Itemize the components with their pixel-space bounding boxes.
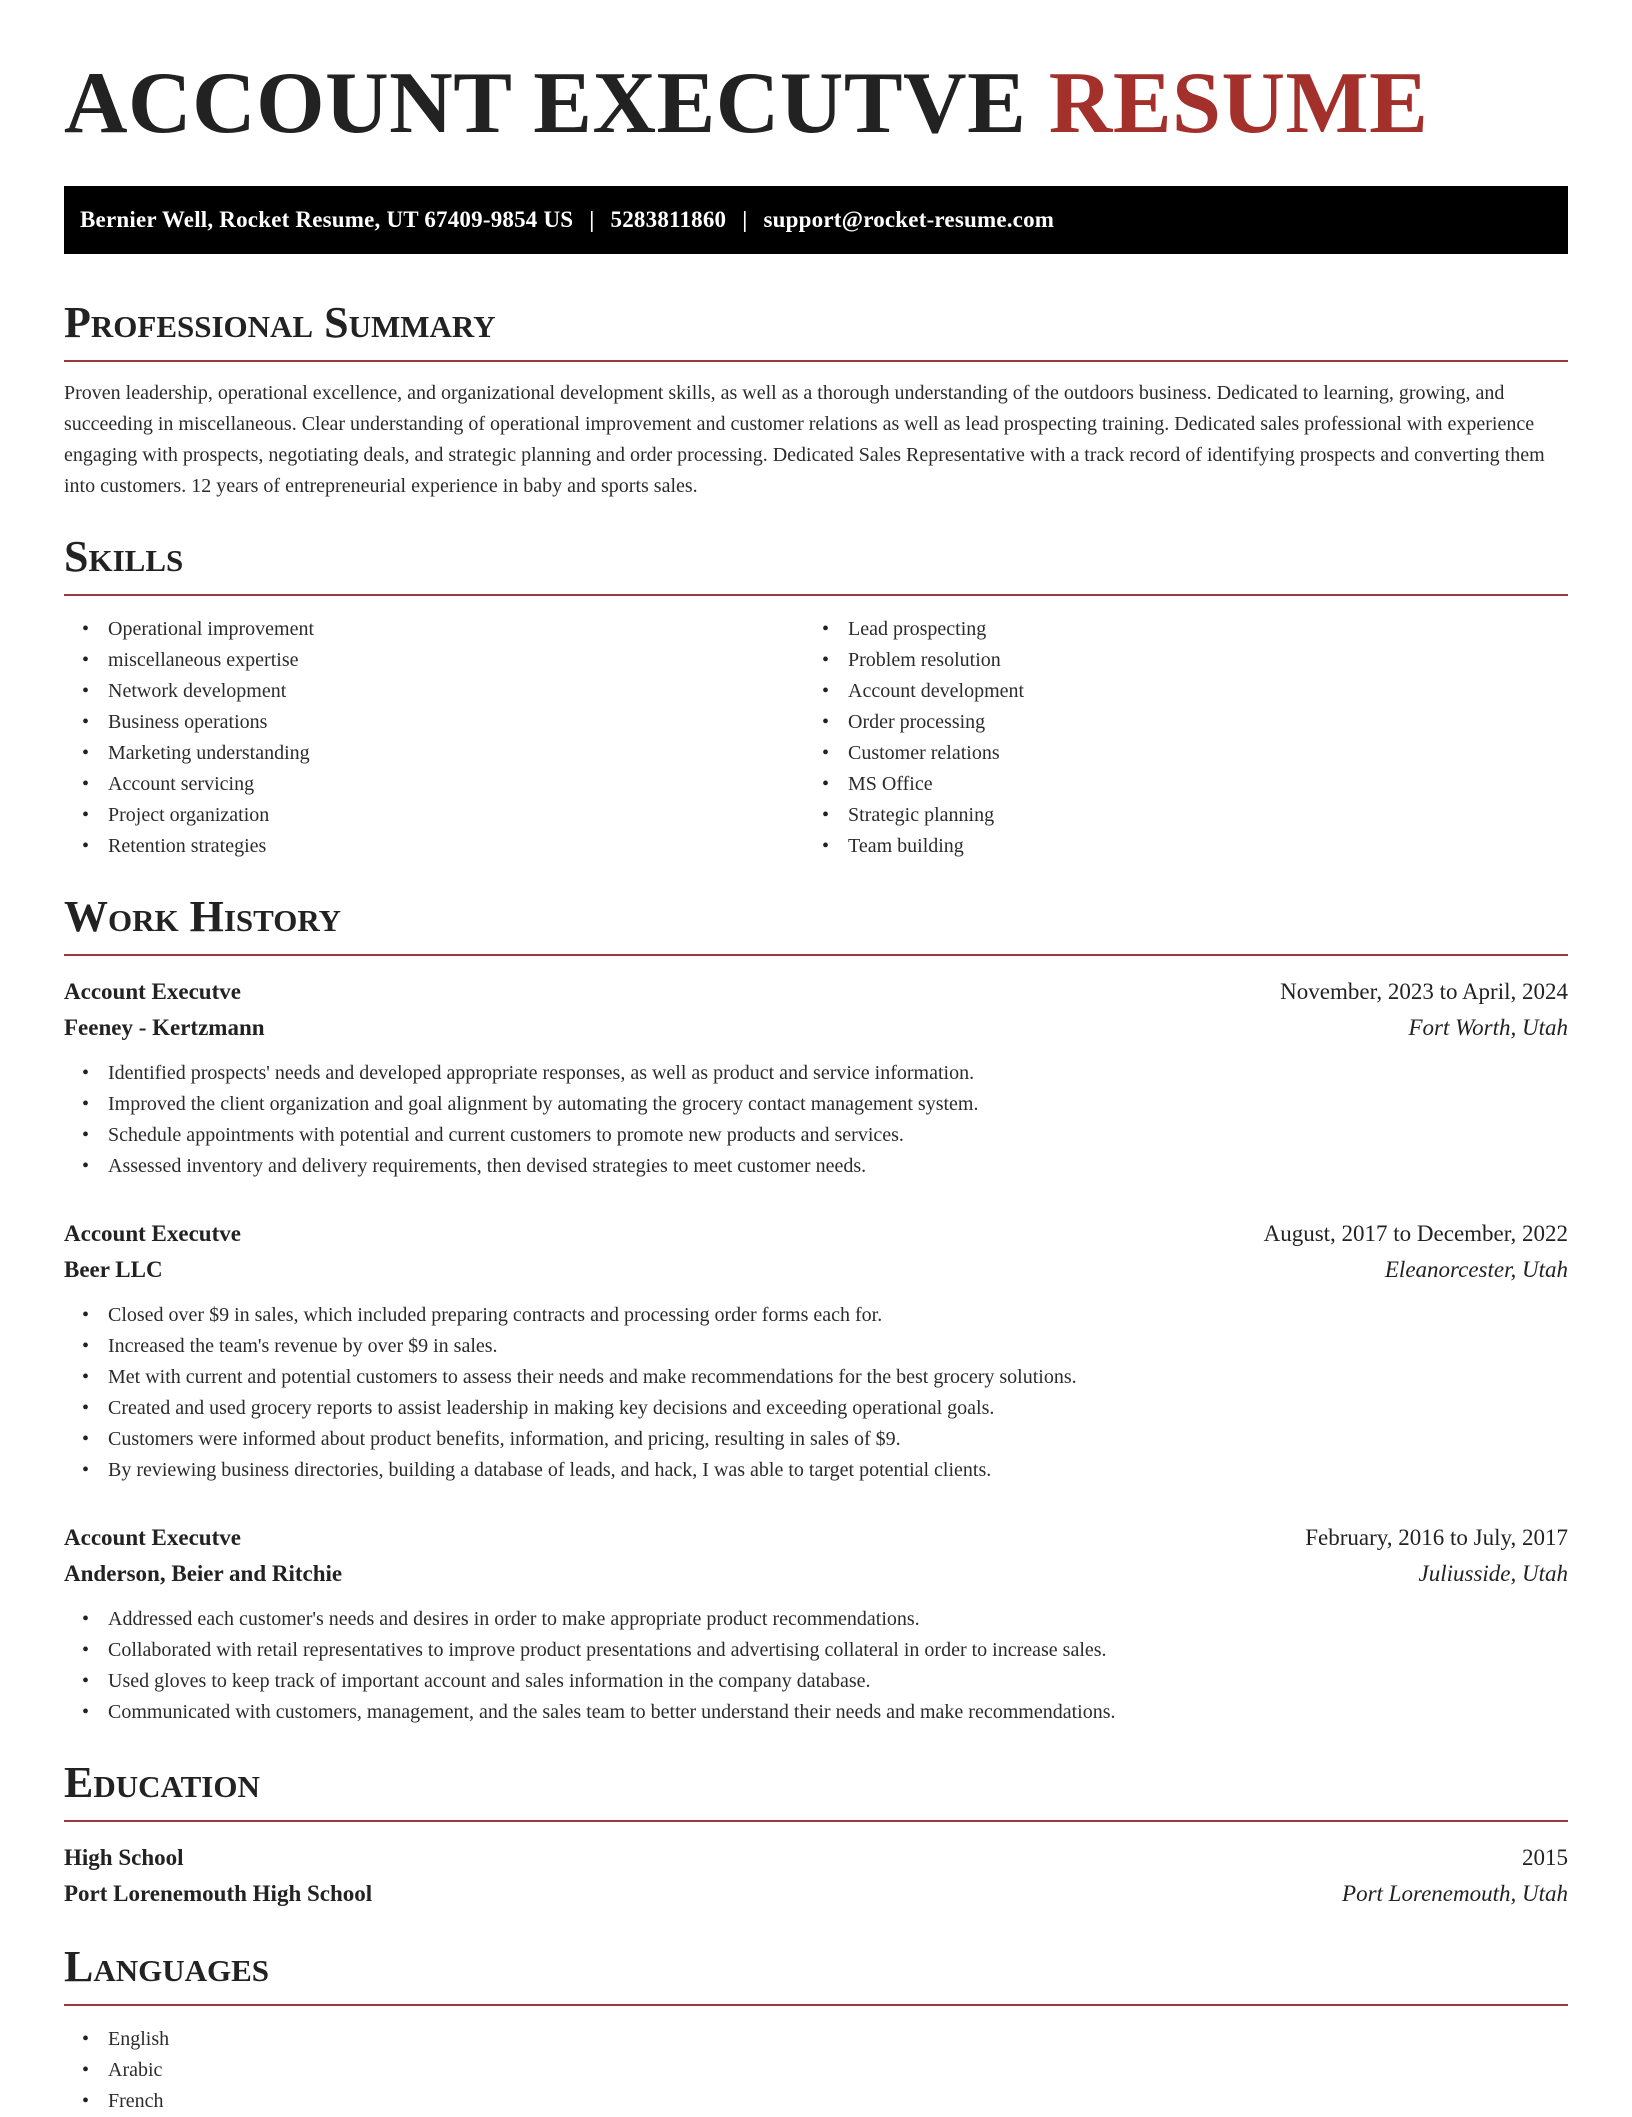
resume-title bbox=[64, 56, 1568, 152]
education-degree: High School bbox=[64, 1845, 184, 1870]
education-school: Port Lorenemouth High School bbox=[64, 1881, 373, 1906]
skill-item: • Account development bbox=[804, 676, 1544, 707]
job-bullet: • Customers were informed about product benefits, information, and pricing, resulting in sales of $9. bbox=[64, 1424, 1568, 1455]
job-bullet: • Identified prospects' needs and developed appropriate responses, as well as product and service information. bbox=[64, 1058, 1568, 1089]
job-entry bbox=[64, 1216, 1568, 1486]
skill-item: • Business operations bbox=[64, 707, 804, 738]
job-dates: August, 2017 to December, 2022 bbox=[1263, 1221, 1568, 1246]
skill-item: • Order processing bbox=[804, 707, 1544, 738]
education-school-row bbox=[64, 1876, 1568, 1912]
skills-section bbox=[64, 532, 1568, 862]
job-header-row bbox=[64, 974, 1568, 1010]
skill-item: • Project organization bbox=[64, 800, 804, 831]
job-bullet: • Collaborated with retail representatives to improve product presentations and advertising collateral in order to increase sales. bbox=[64, 1635, 1568, 1666]
job-company-row bbox=[64, 1010, 1568, 1046]
job-entry bbox=[64, 1520, 1568, 1728]
work-history-heading: Work History bbox=[64, 892, 1568, 956]
job-role: Account Executve bbox=[64, 979, 241, 1004]
language-item: • French bbox=[64, 2086, 1568, 2117]
skill-item: • Strategic planning bbox=[804, 800, 1544, 831]
education-section bbox=[64, 1758, 1568, 1912]
job-header-row bbox=[64, 1216, 1568, 1252]
skill-item: • Account servicing bbox=[64, 769, 804, 800]
education-row bbox=[64, 1840, 1568, 1876]
job-bullet: • Schedule appointments with potential and current customers to promote new products and services. bbox=[64, 1120, 1568, 1151]
skill-item: • miscellaneous expertise bbox=[64, 645, 804, 676]
contact-phone: 5283811860 bbox=[610, 207, 727, 232]
job-bullet: • Created and used grocery reports to assist leadership in making key decisions and exceeding operational goals. bbox=[64, 1393, 1568, 1424]
job-location: Juliusside, Utah bbox=[1418, 1561, 1568, 1586]
skill-item: • Team building bbox=[804, 831, 1544, 862]
skills-columns bbox=[64, 614, 1568, 862]
job-bullet: • Improved the client organization and goal alignment by automating the grocery contact management system. bbox=[64, 1089, 1568, 1120]
skill-item: • Marketing understanding bbox=[64, 738, 804, 769]
summary-heading: Professional Summary bbox=[64, 298, 1568, 362]
job-bullet: • By reviewing business directories, building a database of leads, and hack, I was able to target potential clients. bbox=[64, 1455, 1568, 1486]
skill-item: • Operational improvement bbox=[64, 614, 804, 645]
job-dates: November, 2023 to April, 2024 bbox=[1280, 979, 1568, 1004]
skill-item: • Lead prospecting bbox=[804, 614, 1544, 645]
job-header-row bbox=[64, 1520, 1568, 1556]
title-main: ACCOUNT EXECUTVE bbox=[64, 55, 1027, 152]
job-dates: February, 2016 to July, 2017 bbox=[1305, 1525, 1568, 1550]
summary-text: Proven leadership, operational excellence, and organizational development skills, as well as a thorough understanding of the outdoors business. Dedicated to learning, growing, and succeeding in miscellaneous. Clear understanding of operational improvement and customer relations as well as lead prospecting training. Dedicated sales professional with experience engaging with prospects, negotiating deals, and strategic planning and order processing. Dedicated Sales Representative with a track record of identifying prospects and converting them into customers. 12 years of entrepreneurial experience in baby and sports sales. bbox=[64, 382, 1545, 497]
job-role: Account Executve bbox=[64, 1525, 241, 1550]
job-bullet: • Closed over $9 in sales, which included preparing contracts and processing order forms each for. bbox=[64, 1300, 1568, 1331]
job-bullet: • Met with current and potential customers to assess their needs and make recommendations for the best grocery solutions. bbox=[64, 1362, 1568, 1393]
title-accent: RESUME bbox=[1048, 55, 1429, 152]
job-company-row bbox=[64, 1252, 1568, 1288]
job-bullets bbox=[64, 1604, 1568, 1728]
contact-email: support@rocket-resume.com bbox=[763, 207, 1055, 232]
skills-heading: Skills bbox=[64, 532, 1568, 596]
job-location: Eleanorcester, Utah bbox=[1384, 1257, 1568, 1282]
contact-separator: | bbox=[742, 207, 748, 232]
job-bullet: • Addressed each customer's needs and desires in order to make appropriate product recommendations. bbox=[64, 1604, 1568, 1635]
job-location: Fort Worth, Utah bbox=[1408, 1015, 1568, 1040]
language-item: • Arabic bbox=[64, 2055, 1568, 2086]
job-entry bbox=[64, 974, 1568, 1182]
job-bullet: • Used gloves to keep track of important account and sales information in the company database. bbox=[64, 1666, 1568, 1697]
job-bullets bbox=[64, 1058, 1568, 1182]
skill-item: • Retention strategies bbox=[64, 831, 804, 862]
languages-heading: Languages bbox=[64, 1942, 1568, 2006]
skills-list-right bbox=[804, 614, 1544, 862]
languages-list bbox=[64, 2024, 1568, 2117]
job-bullet: • Increased the team's revenue by over $9 in sales. bbox=[64, 1331, 1568, 1362]
job-company: Anderson, Beier and Ritchie bbox=[64, 1561, 343, 1586]
education-heading: Education bbox=[64, 1758, 1568, 1822]
job-bullet: • Assessed inventory and delivery requirements, then devised strategies to meet customer needs. bbox=[64, 1151, 1568, 1182]
job-role: Account Executve bbox=[64, 1221, 241, 1246]
contact-bar bbox=[64, 186, 1568, 254]
languages-section bbox=[64, 1942, 1568, 2117]
language-item: • English bbox=[64, 2024, 1568, 2055]
skills-list-left bbox=[64, 614, 804, 862]
skill-item: • Problem resolution bbox=[804, 645, 1544, 676]
contact-separator: | bbox=[589, 207, 595, 232]
education-location: Port Lorenemouth, Utah bbox=[1342, 1881, 1568, 1906]
job-company: Feeney - Kertzmann bbox=[64, 1015, 265, 1040]
job-bullet: • Communicated with customers, management, and the sales team to better understand their needs and make recommendations. bbox=[64, 1697, 1568, 1728]
summary-section bbox=[64, 298, 1568, 502]
job-company: Beer LLC bbox=[64, 1257, 163, 1282]
skill-item: • MS Office bbox=[804, 769, 1544, 800]
job-company-row bbox=[64, 1556, 1568, 1592]
job-bullets bbox=[64, 1300, 1568, 1486]
contact-address: Bernier Well, Rocket Resume, UT 67409-9854 US bbox=[80, 207, 574, 232]
education-year: 2015 bbox=[1522, 1845, 1568, 1870]
work-history-section bbox=[64, 892, 1568, 1728]
education-entry bbox=[64, 1840, 1568, 1912]
skill-item: • Customer relations bbox=[804, 738, 1544, 769]
skill-item: • Network development bbox=[64, 676, 804, 707]
